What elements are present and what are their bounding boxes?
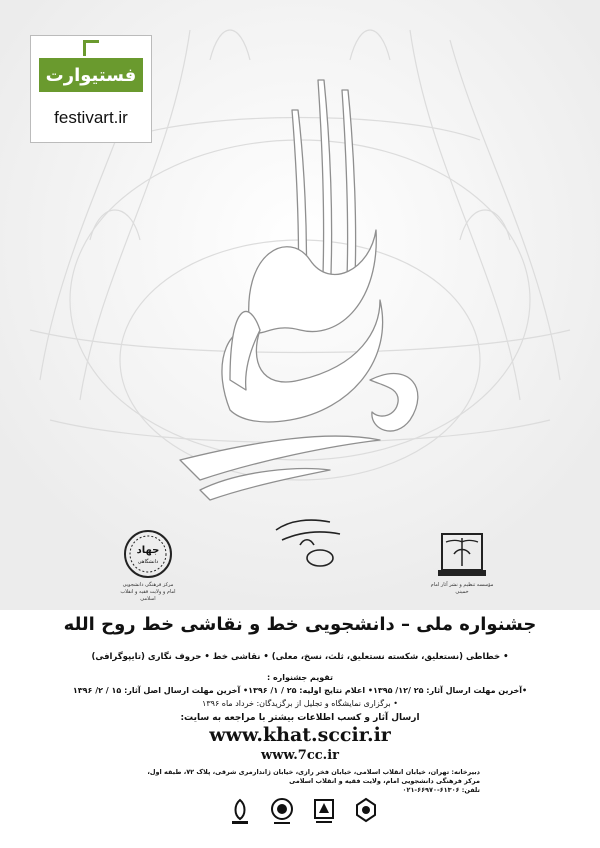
address-line-1: دبیرخانه: تهران، خیابان انقلاب اسلامی، خیابان فخر رازی، خیابان ژاندارمری شرقی، پلاک ۷۲، طبقه اول، bbox=[147, 768, 480, 776]
institute-logo bbox=[430, 528, 494, 600]
website-alt-link[interactable]: www.7cc.ir bbox=[261, 748, 339, 763]
brand-box bbox=[39, 58, 143, 92]
festivart-badge[interactable] bbox=[30, 35, 152, 143]
jahad-label: جهاد bbox=[136, 545, 160, 556]
jahad-logo bbox=[118, 528, 178, 602]
jahad-sub: دانشگاهی bbox=[137, 559, 159, 565]
ministry-icon bbox=[312, 797, 336, 827]
jahad-caption: مرکز فرهنگی دانشجویی امام و ولایت فقیه و انقلاب اسلامی bbox=[120, 582, 176, 602]
calendar-ceremony: • برگزاری نمایشگاه و تجلیل از برگزیدگان: خرداد ماه ۱۳۹۶ bbox=[202, 699, 398, 708]
footer-logos bbox=[228, 794, 378, 830]
institute-caption: مؤسسه تنظیم و نشر آثار امام خمینی bbox=[430, 582, 494, 595]
book-emblem-icon bbox=[430, 528, 494, 580]
jahad-small-icon bbox=[270, 797, 294, 827]
jahad-emblem-icon bbox=[118, 528, 178, 580]
website-main-link[interactable]: www.khat.sccir.ir bbox=[209, 724, 391, 746]
poster-title: جشنواره ملی – دانشجویی خط و نقاشی خط روح الله bbox=[63, 614, 537, 635]
address-line-2: مرکز فرهنگی دانشجویی امام، ولایت فقیه و انقلاب اسلامی bbox=[289, 777, 480, 785]
council-icon bbox=[354, 797, 378, 827]
categories-line: • خطاطی (نستعلیق، شکسته نستعلیق، ثلث، نسخ، معلی) • نقاشی خط • حروف نگاری (تایپوگرافی) bbox=[91, 652, 509, 662]
info-line: ارسال آثار و کسب اطلاعات بیشتر با مراجعه به سایت: bbox=[180, 713, 420, 723]
emblem-iran-icon bbox=[228, 797, 252, 827]
calendar-dates: •آخرین مهلت ارسال آثار: ۲۵ /۱۲/ ۱۳۹۵• اعلام نتایج اولیه: ۲۵ / ۱/ ۱۳۹۶• آخرین مهلت ارسال اصل آثار: ۱۵ / ۲/ ۱۳۹۶ bbox=[72, 686, 528, 695]
phone-line: تلفن: ۶۱۳۰۶-۶۶۹۷۰-۰۲۱ bbox=[402, 786, 480, 794]
brand-mark-icon bbox=[83, 40, 99, 56]
calendar-title: تقویم جشنواره : bbox=[266, 673, 334, 682]
brand-url: festivart.ir bbox=[54, 108, 128, 127]
address-block bbox=[120, 768, 480, 795]
brand-name: فستیوارت bbox=[45, 64, 137, 86]
